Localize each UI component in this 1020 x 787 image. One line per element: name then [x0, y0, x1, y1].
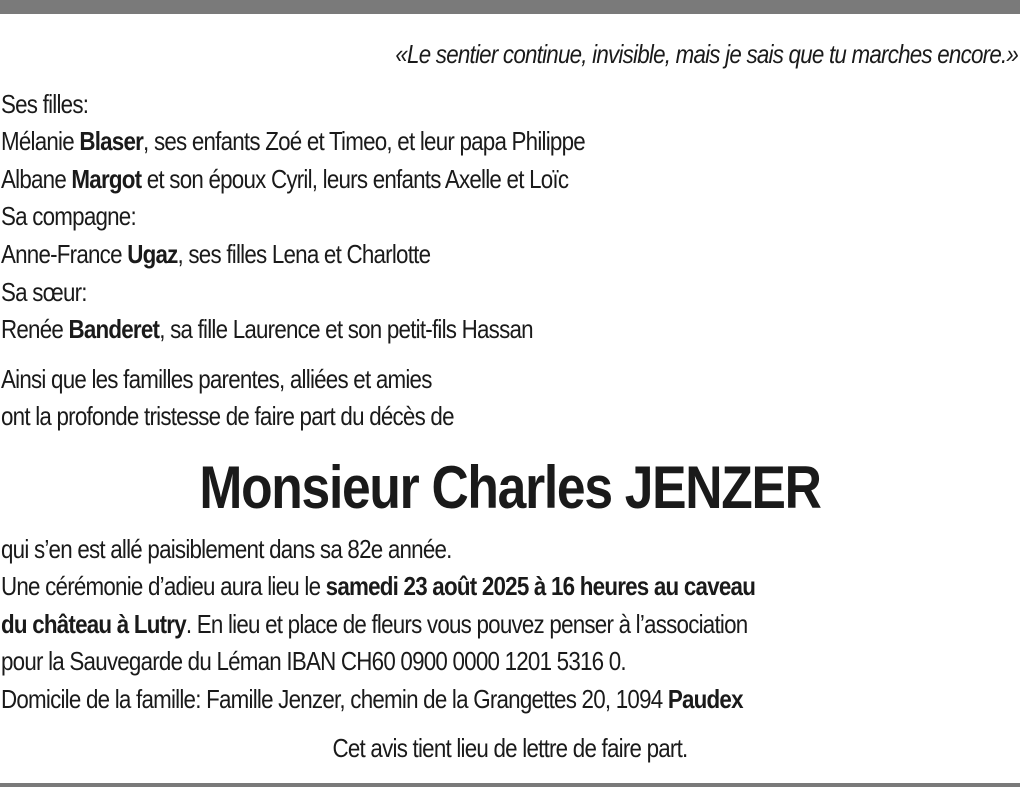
- ceremony-intro: Une cérémonie d’adieu aura lieu le: [1, 571, 326, 601]
- ceremony-line: [1, 571, 755, 601]
- partner-surname: Ugaz: [127, 239, 178, 269]
- ceremony-location: du château à Lutry: [1, 609, 186, 639]
- announcement-line-2: ont la profonde tristesse de faire part du décès de: [1, 401, 454, 431]
- sister-line: [1, 314, 533, 344]
- announcement-line-1: Ainsi que les familles parentes, alliées et amies: [1, 364, 432, 394]
- ceremony-date-time: samedi 23 août 2025 à 16 heures au caveau: [325, 571, 756, 601]
- daughter-2-line: [1, 164, 568, 194]
- iban-line: pour la Sauvegarde du Léman IBAN CH60 0900 0000 1201 5316 0.: [1, 646, 626, 676]
- partner-line: [1, 239, 430, 269]
- domicile-text: Domicile de la famille: Famille Jenzer, chemin de la Grangettes 20, 1094: [1, 684, 668, 714]
- domicile-town: Paudex: [667, 684, 743, 714]
- daughter-1-rest: , ses enfants Zoé et Timeo, et leur papa Philippe: [143, 126, 585, 156]
- flowers-text: . En lieu et place de fleurs vous pouvez penser à l’association: [185, 609, 748, 639]
- epigraph-quote: «Le sentier continue, invisible, mais je sais que tu marches encore.»: [395, 39, 1018, 69]
- age-line: qui s’en est allé paisiblement dans sa 82e année.: [1, 534, 452, 564]
- closing-note: Cet avis tient lieu de lettre de faire part.: [332, 733, 688, 763]
- bottom-rule: [0, 783, 1020, 787]
- sister-heading: Sa sœur:: [1, 277, 87, 307]
- daughter-1-line: [1, 126, 585, 156]
- daughter-2-surname: Margot: [71, 164, 142, 194]
- daughter-2-rest: et son époux Cyril, leurs enfants Axelle et Loïc: [141, 164, 569, 194]
- sister-rest: , sa fille Laurence et son petit-fils Hassan: [159, 314, 533, 344]
- top-rule: [0, 0, 1020, 14]
- partner-first-name: Anne-France: [1, 239, 128, 269]
- domicile-line: [1, 684, 743, 714]
- ceremony-location-line: [1, 609, 747, 639]
- daughter-1-surname: Blaser: [79, 126, 144, 156]
- daughter-2-first-name: Albane: [1, 164, 72, 194]
- deceased-name: Monsieur Charles JENZER: [199, 454, 821, 521]
- daughter-1-first-name: Mélanie: [1, 126, 80, 156]
- daughters-heading: Ses filles:: [1, 89, 89, 119]
- partner-heading: Sa compagne:: [1, 201, 136, 231]
- sister-first-name: Renée: [1, 314, 69, 344]
- partner-rest: , ses filles Lena et Charlotte: [177, 239, 431, 269]
- sister-surname: Banderet: [68, 314, 160, 344]
